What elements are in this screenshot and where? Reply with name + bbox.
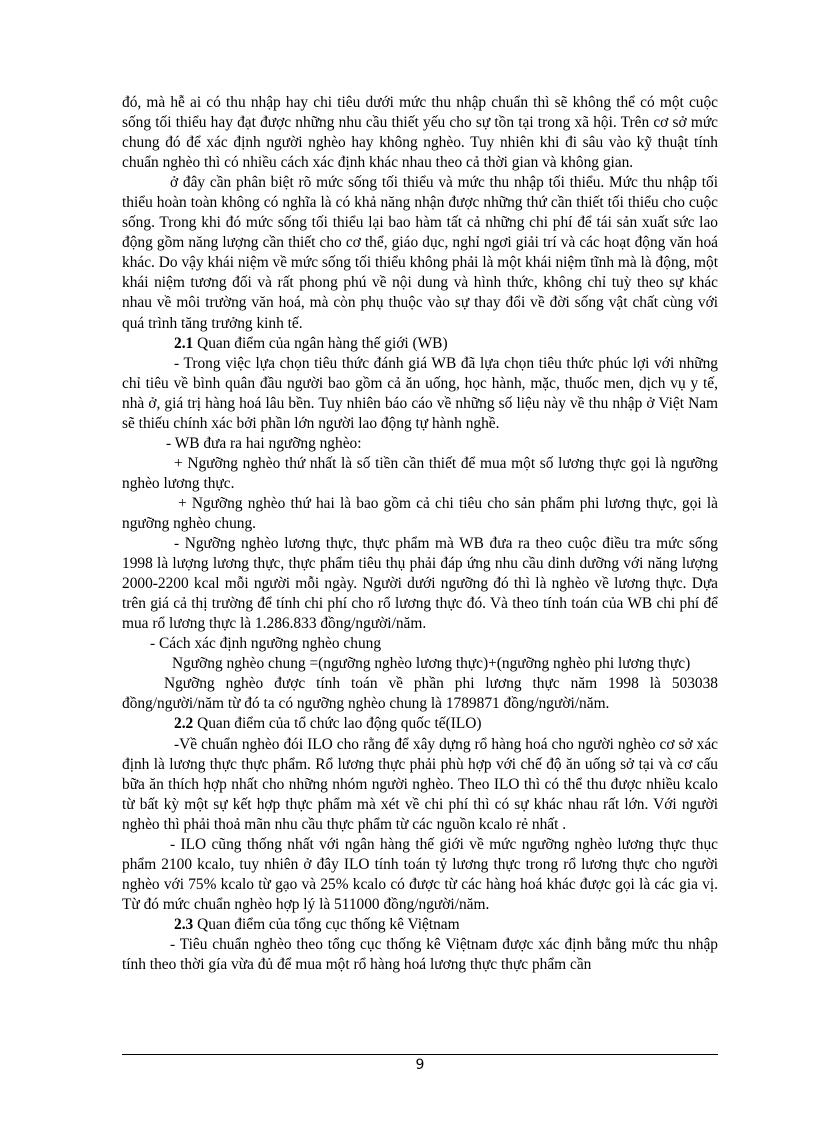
section-number-2-2: 2.2: [174, 715, 194, 733]
paragraph-3: - Trong việc lựa chọn tiêu thức đánh giá WB đã lựa chọn tiêu thức phúc lợi với những chỉ tiêu về bình quân đầu người bao gồm cả ăn uống, học hành, mặc, thuốc men, dịch vụ y tế, nhà ở, giá trị hàng hoá lâu bền. Tuy nhiên báo cáo về những số liệu này về thu nhập ở Việt Nam sẽ thiếu chính xác bởi phần lớn người lao động tự hành nghề.: [122, 354, 718, 432]
section-heading-2-1: [122, 334, 718, 354]
paragraph-9: Ngưỡng nghèo chung =(ngưỡng nghèo lương thực)+(ngưỡng nghèo phi lương thực): [172, 655, 691, 673]
section-number-2-3: 2.3: [174, 915, 194, 933]
paragraph-8: - Cách xác định ngưỡng nghèo chung: [150, 635, 382, 653]
paragraph-1: đó, mà hễ ai có thu nhập hay chi tiêu dưới mức thu nhập chuẩn thì sẽ không thể có một cuộc sống tối thiểu hay đạt được những nhu cầu thiết yếu cho sự tồn tại trong xã hội. Trên cơ sở mức chung đó để xác định người nghèo hay không nghèo. Tuy nhiên khi đi sâu vào kỹ thuật tính chuẩn nghèo thì có nhiều cách xác định khác nhau theo cả thời gian và không gian.: [122, 94, 718, 172]
section-title-2-3: Quan điểm của tổng cục thống kê Việtnam: [193, 915, 460, 933]
section-number-2-1: 2.1: [174, 334, 194, 352]
footer-divider: [122, 1054, 718, 1055]
paragraph-6: + Ngưỡng nghèo thứ hai là bao gồm cả chi tiêu cho sản phẩm phi lương thực, gọi là ngưỡng nghèo chung.: [122, 494, 718, 532]
paragraph-4: - WB đưa ra hai ngưỡng nghèo:: [166, 434, 362, 452]
body-text: [122, 93, 718, 975]
section-title-2-2: Quan điểm của tổ chức lao động quốc tế(ILO): [193, 715, 482, 733]
paragraph-10: Ngưỡng nghèo được tính toán về phần phi lương thực năm 1998 là 503038 đồng/người/năm từ đó ta có ngưỡng nghèo chung là 1789871 đồng/người/năm.: [122, 675, 718, 713]
paragraph-12: - ILO cũng thống nhất với ngân hàng thế giới về mức ngưỡng nghèo lương thực thục phẩm 2100 kcalo, tuy nhiên ở đây ILO tính toán tỷ lương thực trong rổ lương thực cho người nghèo với 75% kcalo từ gạo và 25% kcalo có được từ các hàng hoá khác được gọi là các gia vị. Từ đó mức chuẩn nghèo hợp lý là 511000 đồng/người/năm.: [122, 835, 718, 913]
section-heading-2-3: [122, 915, 718, 935]
paragraph-5: + Ngưỡng nghèo thứ nhất là số tiền cần thiết để mua một số lương thực gọi là ngưỡng nghèo lương thực.: [122, 454, 718, 492]
page-number: 9: [415, 1057, 425, 1073]
paragraph-11: -Về chuẩn nghèo đói ILO cho rằng để xây dựng rổ hàng hoá cho người nghèo cơ sở xác định là lương thực thực phẩm. Rổ lương thực phải phù hợp với chế độ ăn uống sở tại và cơ cấu bữa ăn thích hợp nhất cho những nhóm người nghèo. Theo ILO thì có thể thu được nhiều kcalo từ bất kỳ một sự kết hợp thực phẩm mà xét về chi phí thì có sự khác nhau rất lớn. Với người nghèo thì phải thoả mãn nhu cầu thực phẩm từ các nguồn kcalo rẻ nhất .: [122, 735, 718, 833]
paragraph-2: ở đây cần phân biệt rõ mức sống tối thiểu và mức thu nhập tối thiểu. Mức thu nhập tối thiểu hoàn toàn không có nghĩa là có khả năng nhận được những thứ cần thiết tối thiểu cho cuộc sống. Trong khi đó mức sống tối thiểu lại bao hàm tất cả những chi phí để tái sản xuất sức lao động gồm năng lượng cần thiết cho cơ thể, giáo dục, nghỉ ngơi giải trí và các hoạt động văn hoá khác. Do vậy khái niệm về mức sống tối thiểu không phải là một khái niệm tĩnh mà là động, một khái niệm tương đối và rất phong phú về nội dung và hình thức, không chỉ tuỳ theo sự khác nhau về môi trường văn hoá, mà còn phụ thuộc vào sự thay đổi về đời sống vật chất cùng với quá trình tăng trưởng kinh tế.: [122, 174, 718, 332]
paragraph-13: - Tiêu chuẩn nghèo theo tổng cục thống kê Việtnam được xác định bằng mức thu nhập tính theo thời gía vừa đủ để mua một rổ hàng hoá lương thực thực phẩm cần: [122, 935, 718, 974]
section-title-2-1: Quan điểm của ngân hàng thế giới (WB): [193, 334, 448, 352]
paragraph-7: - Ngưỡng nghèo lương thực, thực phẩm mà WB đưa ra theo cuộc điều tra mức sống 1998 là lượng lương thực, thực phẩm tiêu thụ phải đáp ứng nhu cầu dinh dưỡng với năng lượng 2000-2200 kcal mỗi người mỗi ngày. Người dưới ngưỡng đó thì là nghèo về lương thực. Dựa trên giá cả thị trường để tính chi phí cho rổ lương thực đó. Và theo tính toán của WB chi phí để mua rổ lương thực là 1.286.833 đồng/người/năm.: [122, 535, 718, 633]
section-heading-2-2: [122, 714, 718, 734]
